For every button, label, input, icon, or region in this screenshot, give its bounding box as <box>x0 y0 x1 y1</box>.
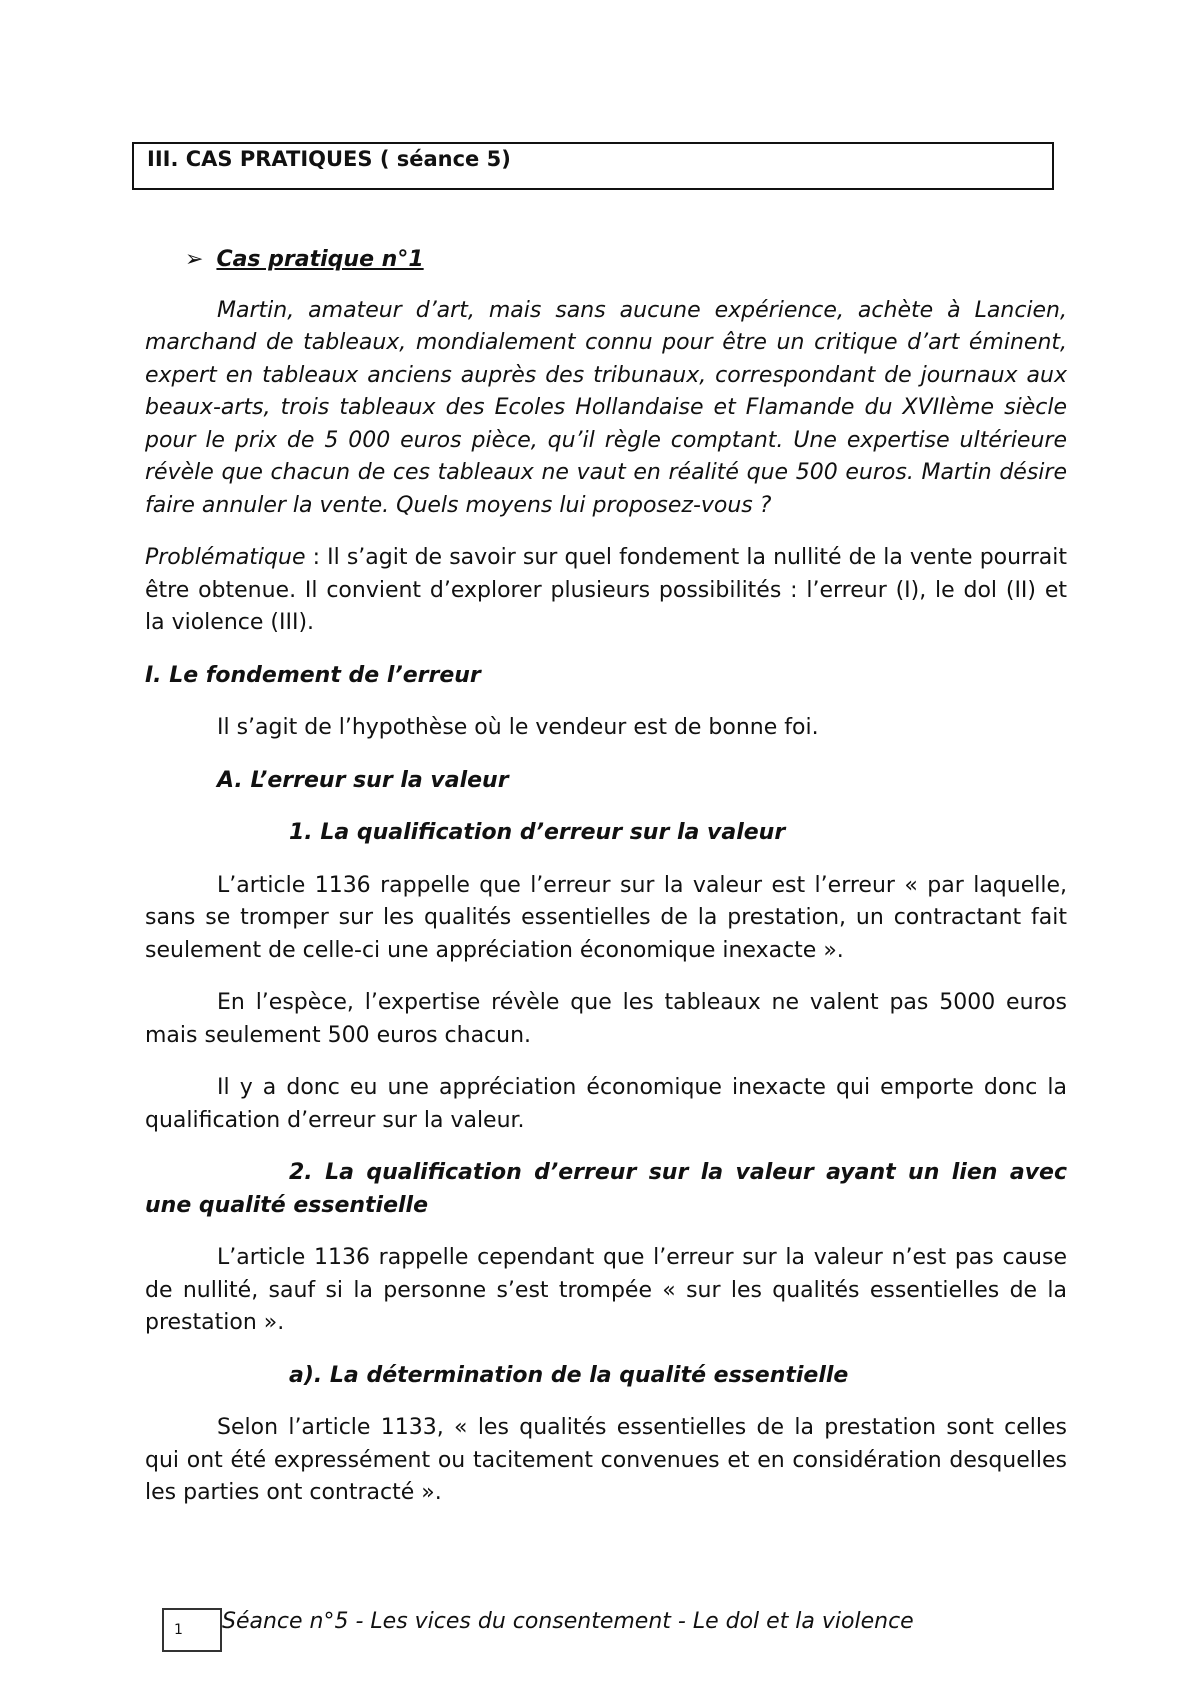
page-number-box <box>162 1608 222 1652</box>
sub2-heading: 2. La qualification d’erreur sur la valeur ayant un lien avec une qualité essentielle <box>145 1160 1067 1218</box>
problematique-paragraph <box>145 542 1067 640</box>
case-statement: Martin, amateur d’art, mais sans aucune expérience, achète à Lancien, marchand de tableaux, mondialement connu pour être un critique d’art éminent, expert en tableaux anciens auprès des tribunaux, correspondant de journaux aux beaux-arts, trois tableaux des Ecoles Hollandaise et Flamande du XVIIème siècle pour le prix de 5 000 euros pièce, qu’il règle comptant. Une expertise ultérieure révèle que chacun de ces tableaux ne vaut en réalité que 500 euros. Martin désire faire annuler la vente. Quels moyens lui proposez-vous ? <box>145 297 1067 518</box>
document-body <box>145 244 1067 1530</box>
sub2-paragraph-1: L’article 1136 rappelle cependant que l’erreur sur la valeur n’est pas cause de nullité, sauf si la personne s’est trompée « sur les qualités essentielles de la prestation ». <box>145 1245 1067 1335</box>
problematique-label: Problématique <box>145 545 306 570</box>
page-footer <box>162 1608 914 1652</box>
sub1-paragraph-1: L’article 1136 rappelle que l’erreur sur la valeur est l’erreur « par laquelle, sans se tromper sur les qualités essentielles de la prestation, un contractant fait seulement de celle-ci une appréciation économique inexacte ». <box>145 872 1067 963</box>
footer-title: Séance n°5 - Les vices du consentement - Le dol et la violence <box>222 1609 914 1634</box>
page-number: 1 <box>174 1622 183 1638</box>
problematique-text: : Il s’agit de savoir sur quel fondement la nullité de la vente pourrait être obtenue. Il convient d’explorer plusieurs possibilités : l’erreur (I), le dol (II) et la violence (III). <box>145 545 1067 635</box>
case-title: Cas pratique n°1 <box>216 247 424 272</box>
sub1-heading: 1. La qualification d’erreur sur la valeur <box>289 820 786 845</box>
section-title: III. CAS PRATIQUES ( séance 5) <box>147 147 511 171</box>
part1-intro: Il s’agit de l’hypothèse où le vendeur est de bonne foi. <box>217 715 819 740</box>
section-title-box <box>132 142 1054 190</box>
arrow-bullet-icon: ➢ <box>185 247 204 272</box>
sub2a-paragraph-1: Selon l’article 1133, « les qualités essentielles de la prestation sont celles qui ont été expressément ou tacitement convenues et en considération desquelles les parties ont contracté ». <box>145 1415 1067 1505</box>
sub1-paragraph-3: Il y a donc eu une appréciation économique inexacte qui emporte donc la qualification d’erreur sur la valeur. <box>145 1075 1067 1133</box>
case-heading <box>145 244 1067 277</box>
part1-heading: I. Le fondement de l’erreur <box>145 662 481 688</box>
sub1-paragraph-2: En l’espèce, l’expertise révèle que les tableaux ne valent pas 5000 euros mais seulement 500 euros chacun. <box>145 990 1067 1048</box>
sub2a-heading: a). La détermination de la qualité essentielle <box>289 1362 849 1388</box>
section-a-heading: A. L’erreur sur la valeur <box>217 767 509 793</box>
